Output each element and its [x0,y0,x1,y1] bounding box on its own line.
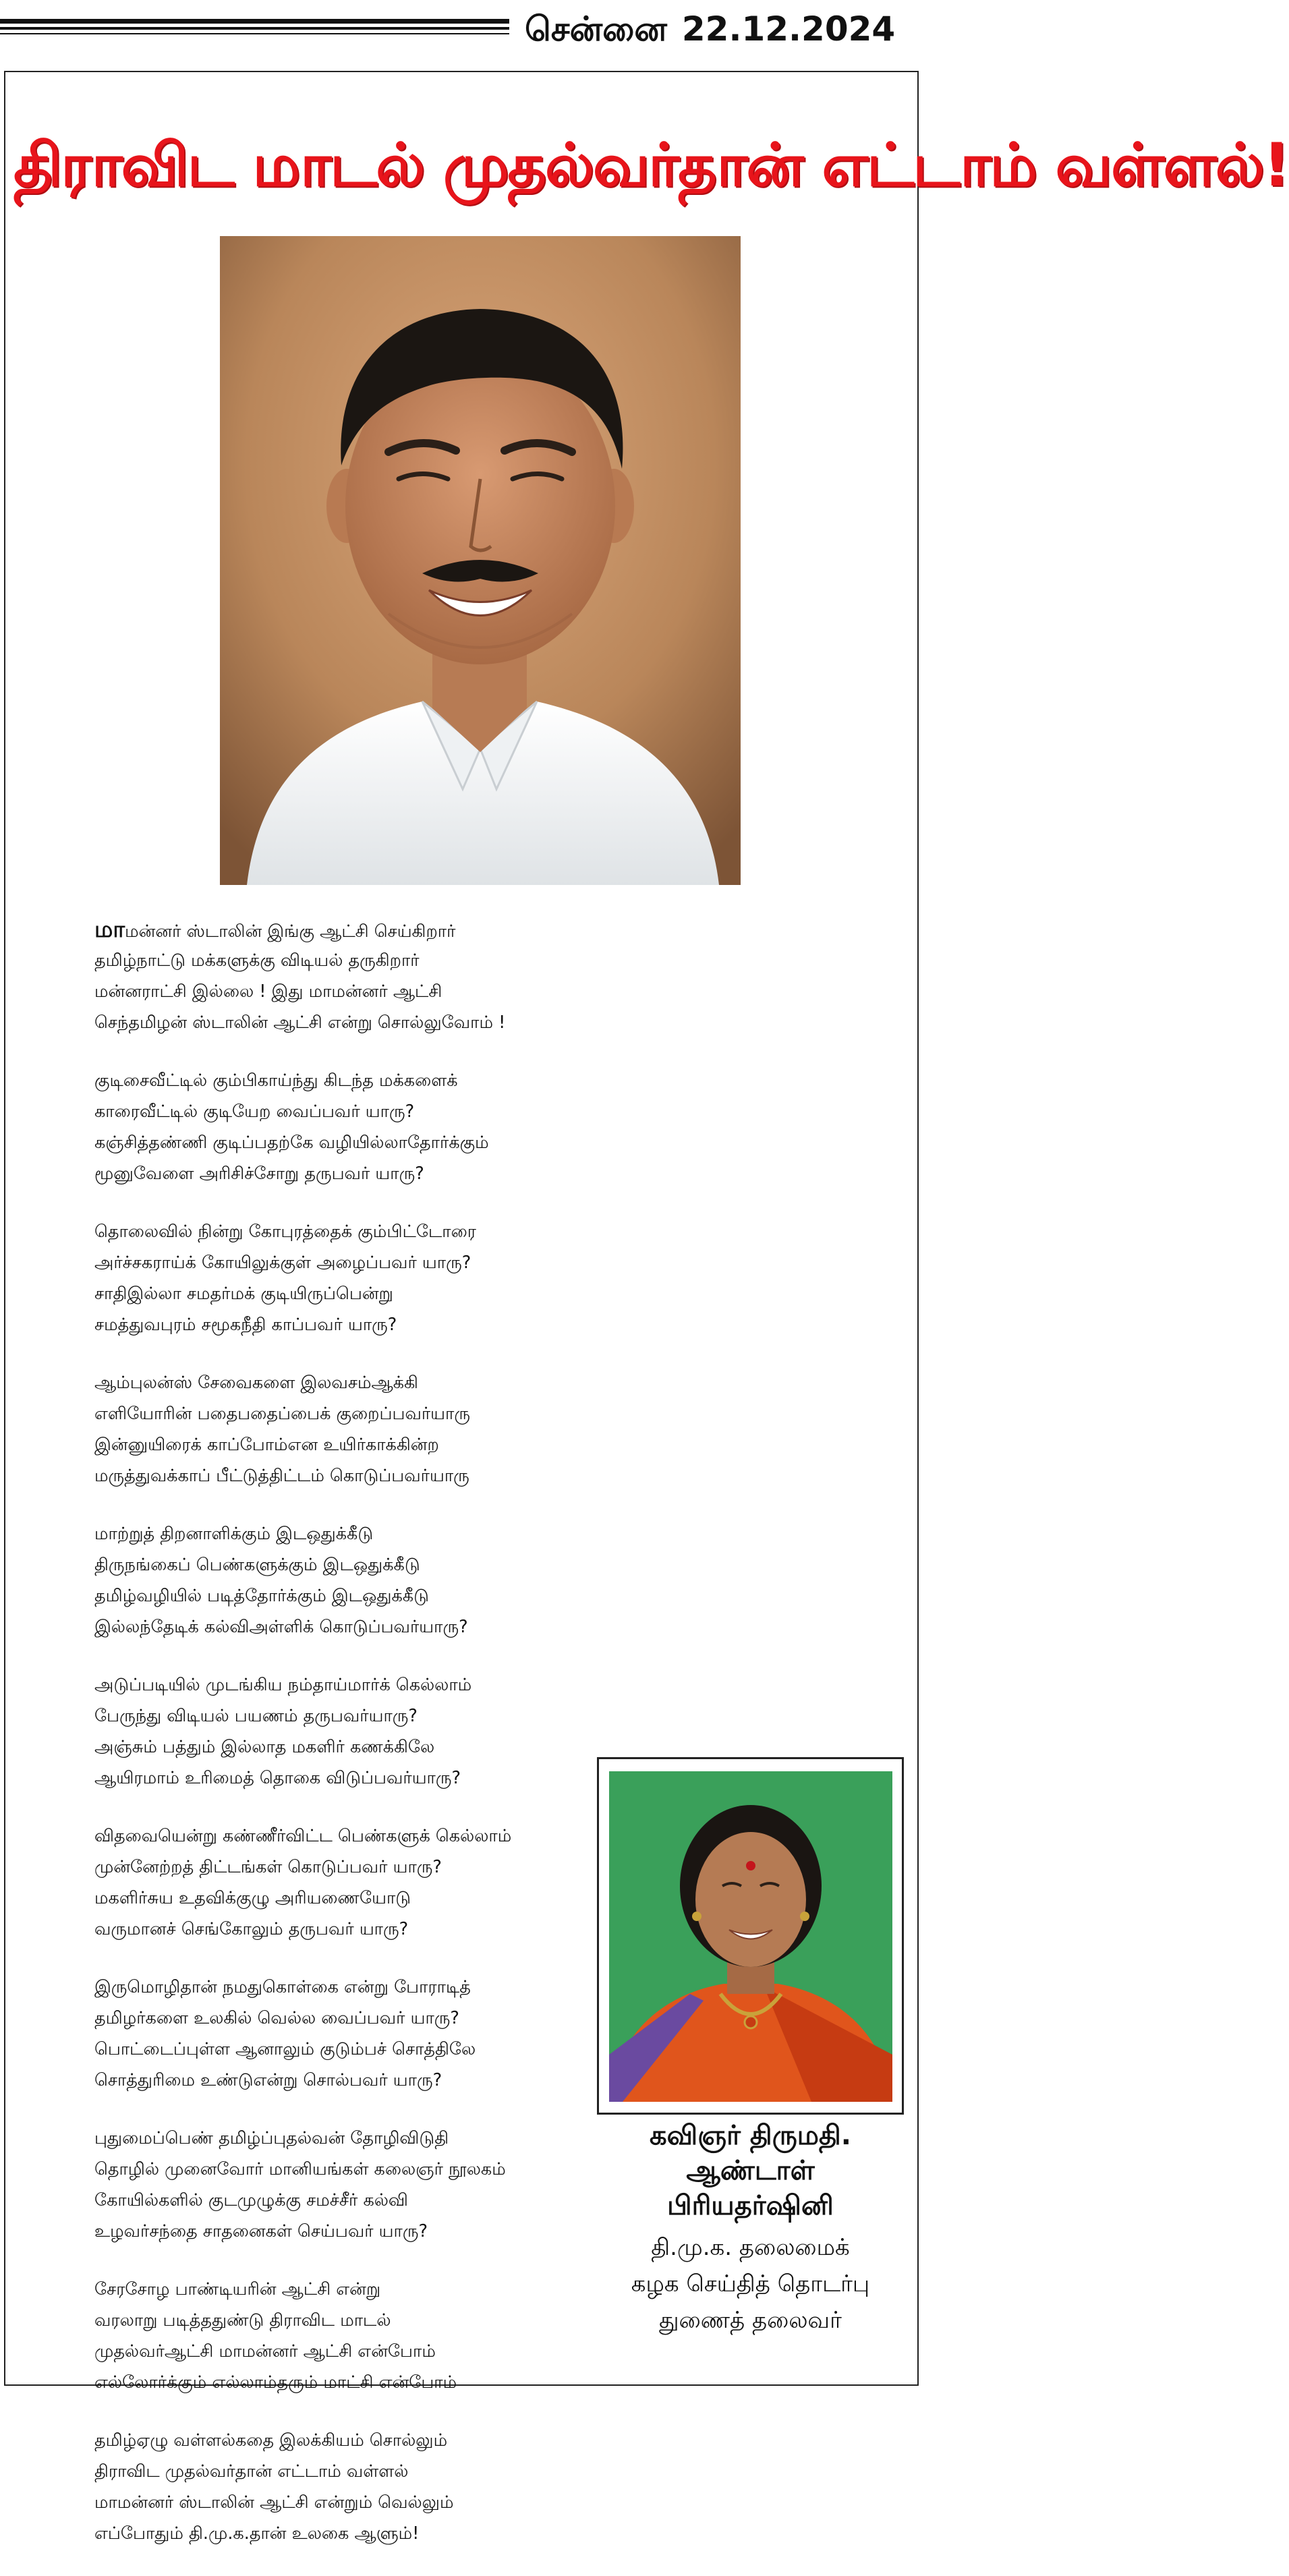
poem-line: தமிழர்களை உலகில் வெல்ல வைப்பவர் யாரு? [94,2008,459,2028]
poem-line: சாதிஇல்லா சமதர்மக் குடியிருப்பென்று [94,1284,393,1304]
poem-line: அஞ்சும் பத்தும் இல்லாத மகளிர் கணக்கிலே [94,1737,435,1757]
poem-line: அடுப்படியில் முடங்கிய நம்தாய்மார்க் கெல்லாம் [94,1675,472,1695]
poem-line: இல்லந்தேடிக் கல்விஅள்ளிக் கொடுப்பவர்யாரு? [94,1617,468,1637]
masthead-rule-lines [0,19,509,39]
poem-line: தமிழ்ஏழு வள்ளல்கதை இலக்கியம் சொல்லும் [94,2430,448,2451]
masthead-city: சென்னை [525,9,667,49]
poem-stanza [94,1367,607,1491]
author-image [609,1771,892,2102]
poem-line: இன்னுயிரைக் காப்போம்என உயிர்காக்கின்ற [94,1435,439,1455]
masthead-dateline [525,5,895,53]
author-name-line: பிரியதர்ஷினி [667,2190,834,2221]
poem-line: முன்னேற்றத் திட்டங்கள் கொடுப்பவர் யாரு? [94,1857,442,1877]
poem-line: வருமானச் செங்கோலும் தருபவர் யாரு? [94,1919,409,1939]
poem-line: முதல்வர்ஆட்சி மாமன்னர் ஆட்சி என்போம் [94,2341,436,2362]
poem-line: மூனுவேளை அரிசிச்சோறு தருபவர் யாரு? [94,1164,424,1184]
poem-line: மகளிர்சுய உதவிக்குழு அரியணையோடு [94,1888,411,1908]
author-role-line: துணைத் தலைவர் [659,2307,842,2334]
poem-stanza [94,2425,607,2549]
article-headline: திராவிட மாடல் முதல்வர்தான் எட்டாம் வள்ளல்! [13,130,1289,200]
poem-line: ஆம்புலன்ஸ் சேவைகளை இலவசம்ஆக்கி [94,1373,418,1393]
poem-line: காரைவீட்டில் குடியேற வைப்பவர் யாரு? [94,1101,415,1122]
poem-body [94,914,607,2576]
poem-line: அர்ச்சகராய்க் கோயிலுக்குள் அழைப்பவர் யாரு? [94,1253,471,1273]
poem-stanza [94,1065,607,1189]
poem-line: பேருந்து விடியல் பயணம் தருபவர்யாரு? [94,1706,418,1726]
rule-line [0,33,509,34]
masthead [0,0,927,67]
poem-line: திராவிட முதல்வர்தான் எட்டாம் வள்ளல் [94,2461,409,2482]
poem-line: உழவர்சந்தை சாதனைகள் செய்பவர் யாரு? [94,2221,428,2241]
author-name-line: ஆண்டாள் [686,2155,815,2186]
poem-line: மன்னராட்சி இல்லை ! இது மாமன்னர் ஆட்சி [94,981,442,1002]
poem-stanza [94,1972,607,2096]
poem-dropcap: மா [94,916,125,943]
author-photo-frame [597,1757,904,2115]
poem-line: மருத்துவக்காப் பீட்டுத்திட்டம் கொடுப்பவர்யாரு [94,1466,469,1486]
poem-line: குடிசைவீட்டில் கும்பிகாய்ந்து கிடந்த மக்களைக் [94,1070,458,1091]
poem-line: மாமன்னர் ஸ்டாலின் ஆட்சி என்றும் வெல்லும் [94,2492,454,2513]
poem-line: புதுமைப்பெண் தமிழ்ப்புதல்வன் தோழிவிடுதி [94,2128,449,2148]
poem-stanza [94,1821,607,1945]
portrait-image [220,236,741,885]
author-photo [609,1771,892,2102]
poem-line: செந்தமிழன் ஸ்டாலின் ஆட்சி என்று சொல்லுவோம் ! [94,1012,506,1033]
poem-stanza [94,1518,607,1642]
masthead-date: 22.12.2024 [681,9,896,49]
poem-line: தமிழ்நாட்டு மக்களுக்கு விடியல் தருகிறார் [94,950,420,971]
rule-line [0,19,509,24]
poem-line: தமிழ்வழியில் படித்தோர்க்கும் இடஒதுக்கீடு [94,1586,429,1606]
poem-line: கோயில்களில் குடமுழுக்கு சமச்சீர் கல்வி [94,2190,408,2210]
poem-line: தொழில் முனைவோர் மானியங்கள் கலைஞர் நூலகம் [94,2159,506,2179]
rule-line [0,27,509,30]
poem-stanza [94,914,607,1038]
poem-line: சமத்துவபுரம் சமூகநீதி காப்பவர் யாரு? [94,1315,397,1335]
author-role-line: கழக செய்தித் தொடர்பு [631,2270,870,2297]
chief-minister-portrait [220,236,741,885]
poem-line: கஞ்சித்தண்ணி குடிப்பதற்கே வழியில்லாதோர்க்கும் [94,1133,489,1153]
poem-stanza [94,1669,607,1794]
author-name [597,2118,904,2223]
poem-line: சேரசோழ பாண்டியரின் ஆட்சி என்று [94,2279,381,2299]
author-name-line: கவிஞர் திருமதி. [650,2120,851,2151]
author-role-line: தி.மு.க. தலைமைக் [651,2234,850,2261]
poem-line-text: மன்னர் ஸ்டாலின் இங்கு ஆட்சி செய்கிறார் [125,921,456,942]
poem-line [94,914,607,945]
poem-line: எப்போதும் தி.மு.க.தான் உலகை ஆளும்! [94,2523,420,2544]
poem-line: வரலாறு படித்ததுண்டு திராவிட மாடல் [94,2310,391,2330]
poem-line: சொத்துரிமை உண்டுஎன்று சொல்பவர் யாரு? [94,2070,442,2090]
poem-stanza [94,2274,607,2398]
poem-line: விதவையென்று கண்ணீர்விட்ட பெண்களுக் கெல்லாம் [94,1826,512,1846]
poem-line: திருநங்கைப் பெண்களுக்கும் இடஒதுக்கீடு [94,1555,420,1575]
poem-line: இருமொழிதான் நமதுகொள்கை என்று போராடித் [94,1977,471,1997]
author-role [597,2229,904,2339]
poem-stanza [94,2123,607,2247]
poem-line: தொலைவில் நின்று கோபுரத்தைக் கும்பிட்டோரை [94,1222,476,1242]
poem-line: ஆயிரமாம் உரிமைத் தொகை விடுப்பவர்யாரு? [94,1768,461,1788]
poem-stanza [94,1216,607,1340]
poem-line: எளியோரின் பதைபதைப்பைக் குறைப்பவர்யாரு [94,1404,470,1424]
poem-line: மாற்றுத் திறனாளிக்கும் இடஒதுக்கீடு [94,1524,374,1544]
poem-line: எல்லோர்க்கும் எல்லாம்தரும் மாட்சி என்போம் [94,2372,457,2393]
poem-line: பொட்டைப்புள்ள ஆனாலும் குடும்பச் சொத்திலே [94,2039,476,2059]
